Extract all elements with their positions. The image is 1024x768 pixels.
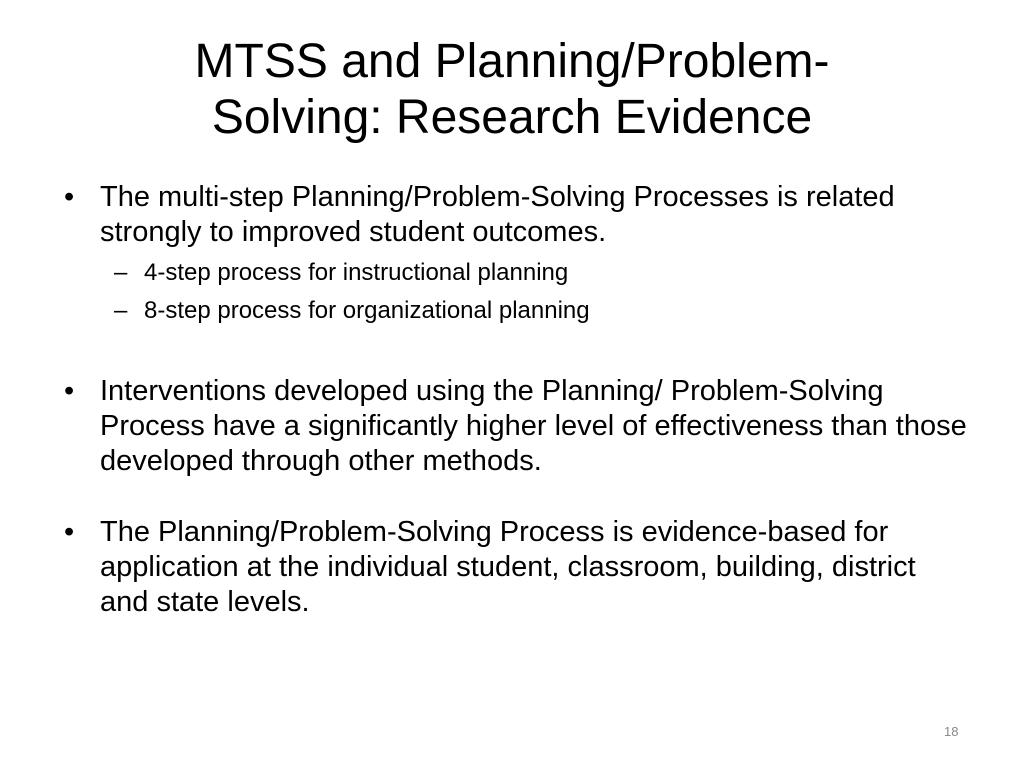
slide-title-line-1: MTSS and Planning/Problem- bbox=[194, 35, 830, 88]
slide-body bbox=[60, 180, 970, 620]
dash-icon: – bbox=[114, 297, 128, 324]
sub-bullet-list bbox=[60, 254, 970, 330]
slide-title-line-2: Solving: Research Evidence bbox=[211, 91, 813, 144]
bullet-item bbox=[60, 374, 970, 479]
sub-bullet-text: 4-step process for instructional planning bbox=[144, 259, 569, 286]
dash-icon: – bbox=[114, 259, 128, 286]
page-number: 18 bbox=[944, 724, 959, 739]
bullet-text: The multi-step Planning/Problem-Solving Processes is related strongly to improved student outcomes. bbox=[100, 181, 895, 248]
bullet-text: The Planning/Problem-Solving Process is evidence-based for application at the individual student, classroom, building, district and state levels. bbox=[100, 516, 916, 618]
bullet-dot-icon: • bbox=[64, 181, 75, 213]
slide-title bbox=[60, 34, 964, 146]
bullet-text: Interventions developed using the Planning/ Problem-Solving Process have a significantly higher level of effectiveness than those developed through other methods. bbox=[100, 375, 967, 477]
sub-bullet-text: 8-step process for organizational planning bbox=[144, 297, 590, 324]
sub-bullet-item bbox=[60, 254, 970, 292]
bullet-dot-icon: • bbox=[64, 516, 75, 548]
bullet-item bbox=[60, 515, 970, 620]
sub-bullet-item bbox=[60, 292, 970, 330]
bullet-dot-icon: • bbox=[64, 375, 75, 407]
bullet-item bbox=[60, 180, 970, 250]
